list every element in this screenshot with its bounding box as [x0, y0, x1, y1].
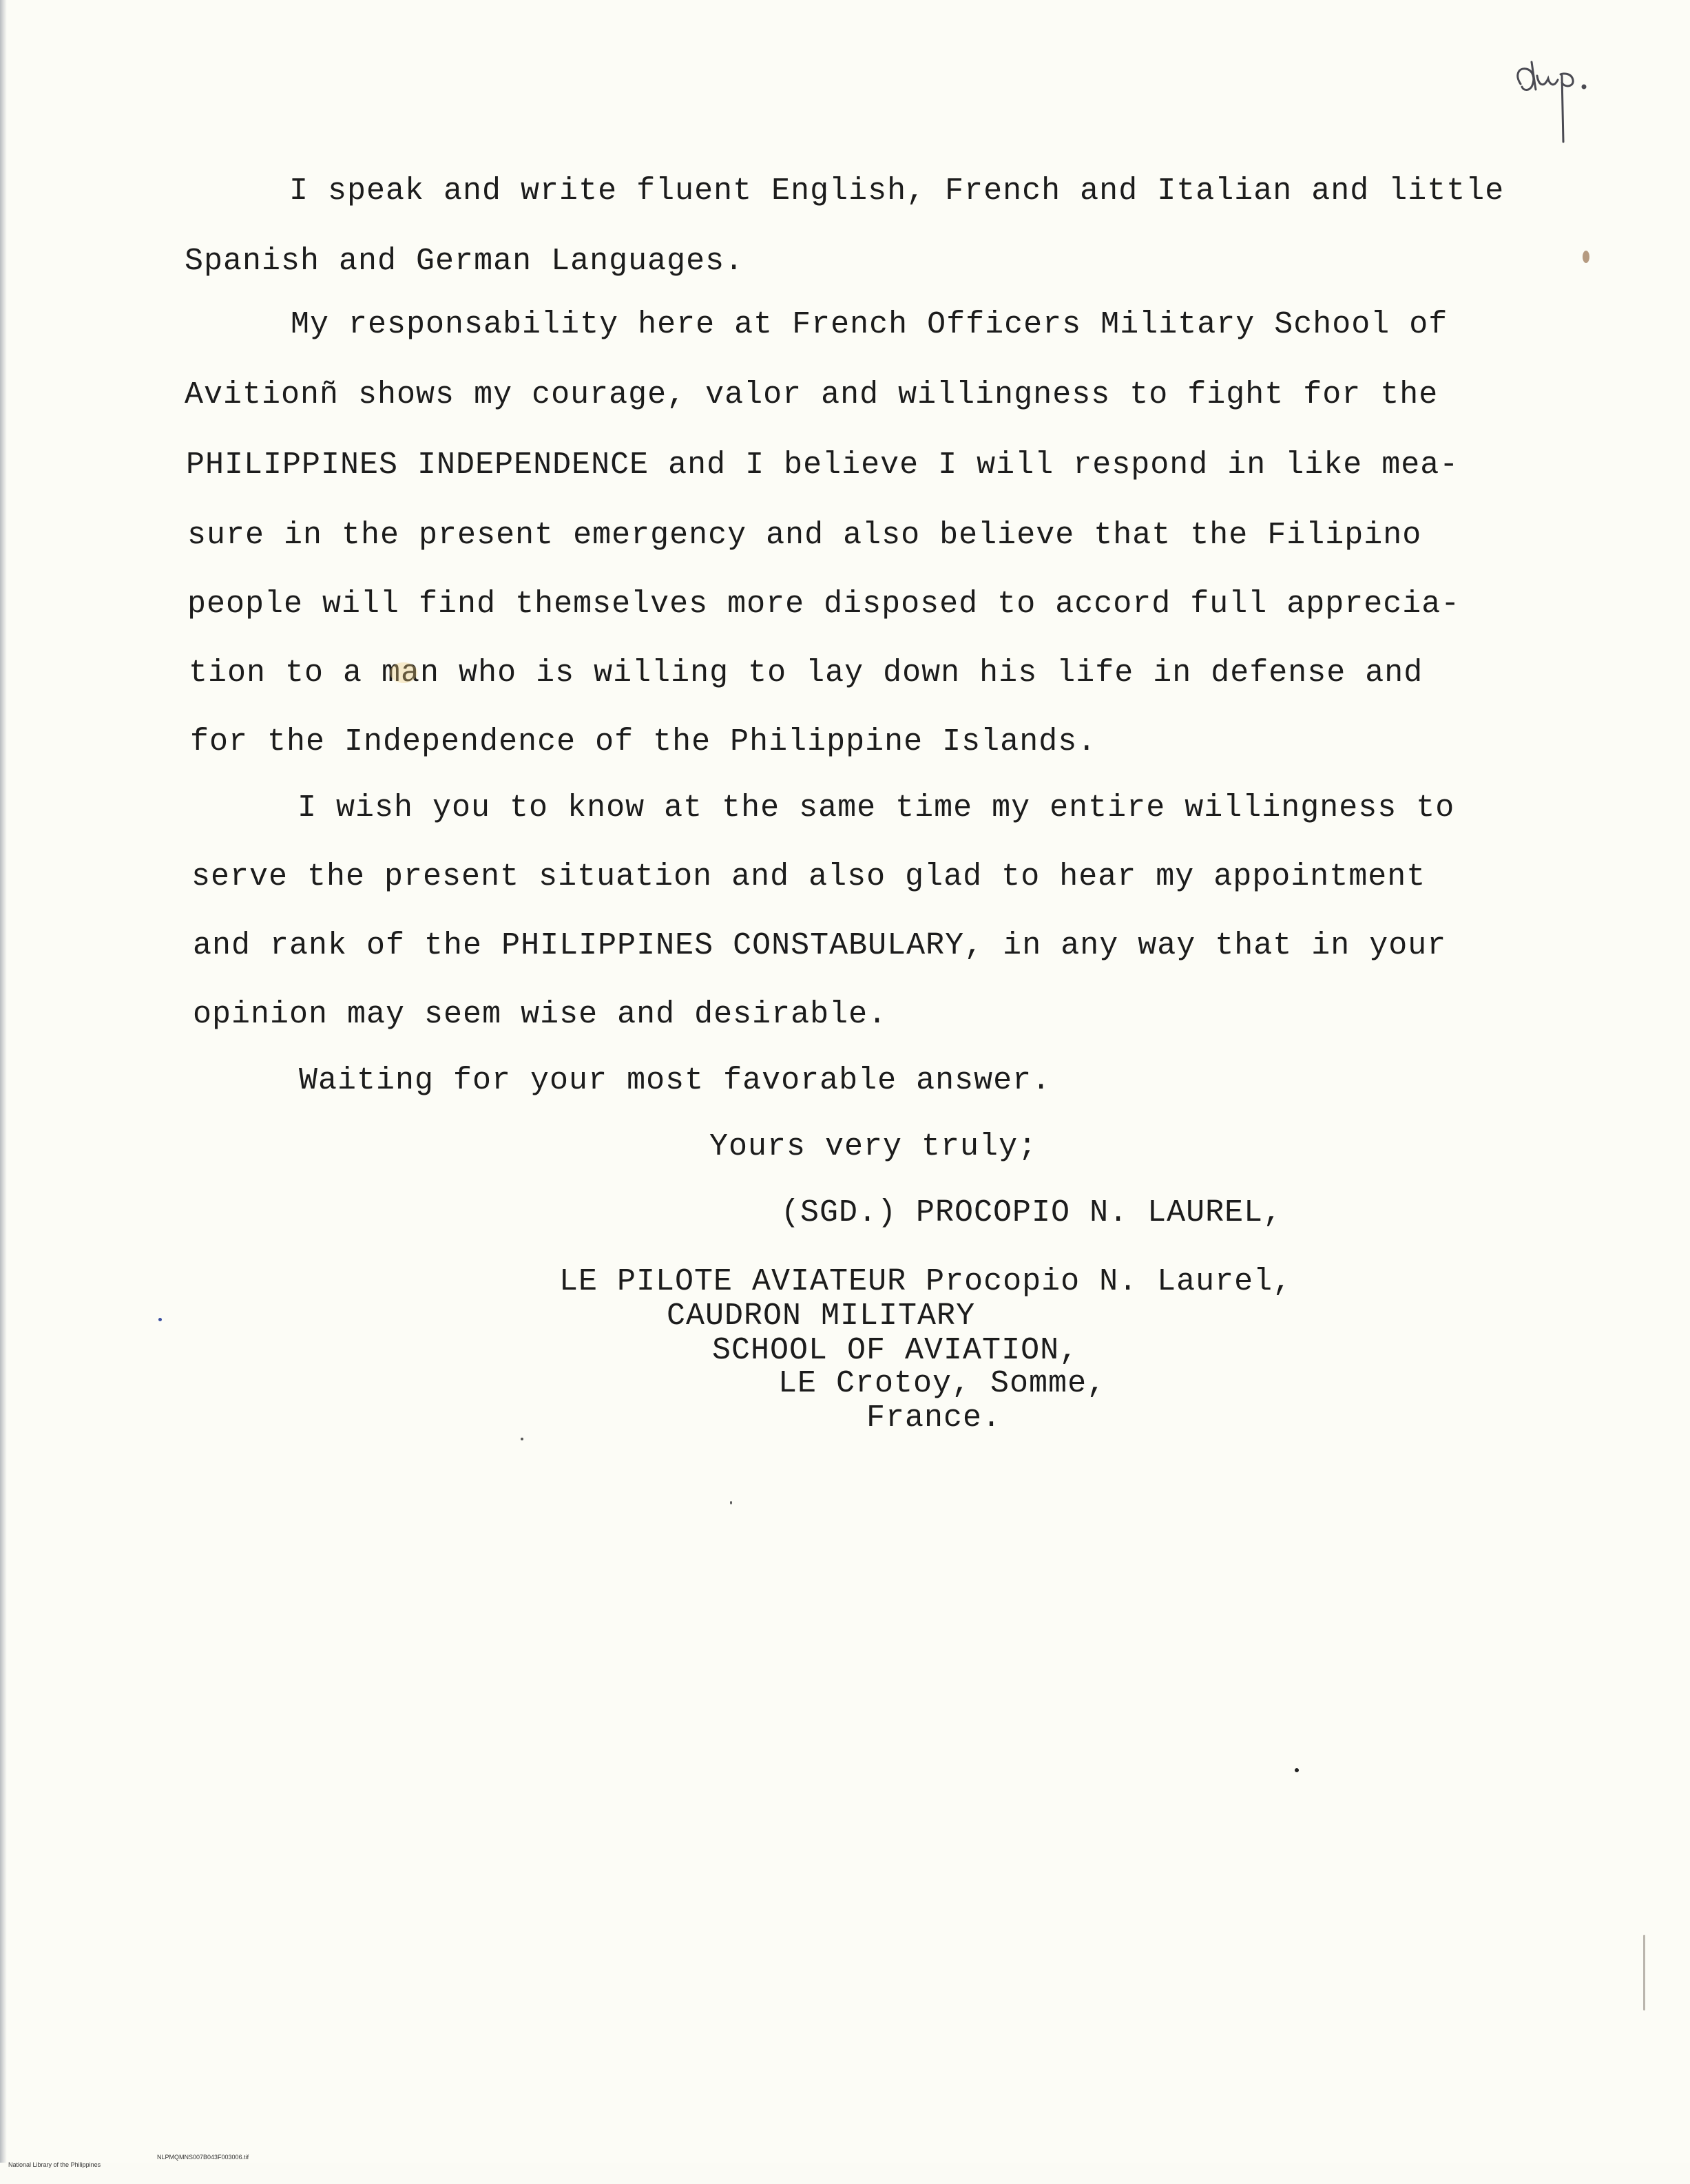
paragraph-2-line-2: Avitionñ shows my courage, valor and willingness to fight for the: [185, 377, 1439, 412]
address-line-5: France.: [866, 1400, 1002, 1436]
file-id: NLPMQMNS007B043F003006.tif: [157, 2154, 249, 2161]
paragraph-2-line-1: My responsability here at French Officers Military School of: [291, 307, 1448, 342]
paper-stain: [1583, 251, 1589, 263]
paragraph-1-line-1: I speak and write fluent English, French and Italian and little: [289, 174, 1505, 209]
paragraph-2-line-7: for the Independence of the Philippine Islands.: [190, 724, 1097, 759]
paragraph-2-line-6: tion to a man who is willing to lay down his life in defense and: [189, 655, 1423, 691]
paragraph-1-line-2: Spanish and German Languages.: [185, 244, 744, 279]
scan-footer: [1, 2154, 249, 2184]
signature: (SGD.) PROCOPIO N. LAUREL,: [781, 1195, 1283, 1230]
page-edge-shadow: [0, 0, 7, 2163]
paragraph-3-line-1: I wish you to know at the same time my entire willingness to: [298, 790, 1455, 826]
paragraph-2-line-3: PHILIPPINES INDEPENDENCE and I believe I will respond in like mea-: [186, 448, 1459, 483]
closing: Yours very truly;: [709, 1129, 1038, 1164]
address-line-2: CAUDRON MILITARY: [667, 1299, 976, 1334]
address-line-4: LE Crotoy, Somme,: [778, 1366, 1107, 1401]
paragraph-2-line-5: people will find themselves more disposed to accord full apprecia-: [187, 587, 1461, 622]
handwritten-annotation-dup: [1508, 48, 1611, 151]
ink-dot: [158, 1318, 162, 1321]
paragraph-3-line-2: serve the present situation and also glad to hear my appointment: [191, 859, 1426, 894]
paragraph-3-line-4: opinion may seem wise and desirable.: [193, 997, 888, 1032]
paragraph-3-line-3: and rank of the PHILIPPINES CONSTABULARY, in any way that in your: [193, 928, 1447, 963]
ink-dot: [730, 1501, 732, 1504]
library-label: National Library of the Philippines: [8, 2161, 101, 2168]
address-line-1: LE PILOTE AVIATEUR Procopio N. Laurel,: [559, 1264, 1293, 1299]
paragraph-4: Waiting for your most favorable answer.: [299, 1063, 1052, 1098]
paragraph-2-line-4: sure in the present emergency and also believe that the Filipino: [187, 518, 1422, 553]
paper-crease: [1643, 1935, 1645, 2010]
ink-dot: [521, 1438, 523, 1440]
address-line-3: SCHOOL OF AVIATION,: [712, 1333, 1079, 1368]
paper-stain: [390, 662, 417, 683]
ink-dot: [1295, 1768, 1299, 1772]
